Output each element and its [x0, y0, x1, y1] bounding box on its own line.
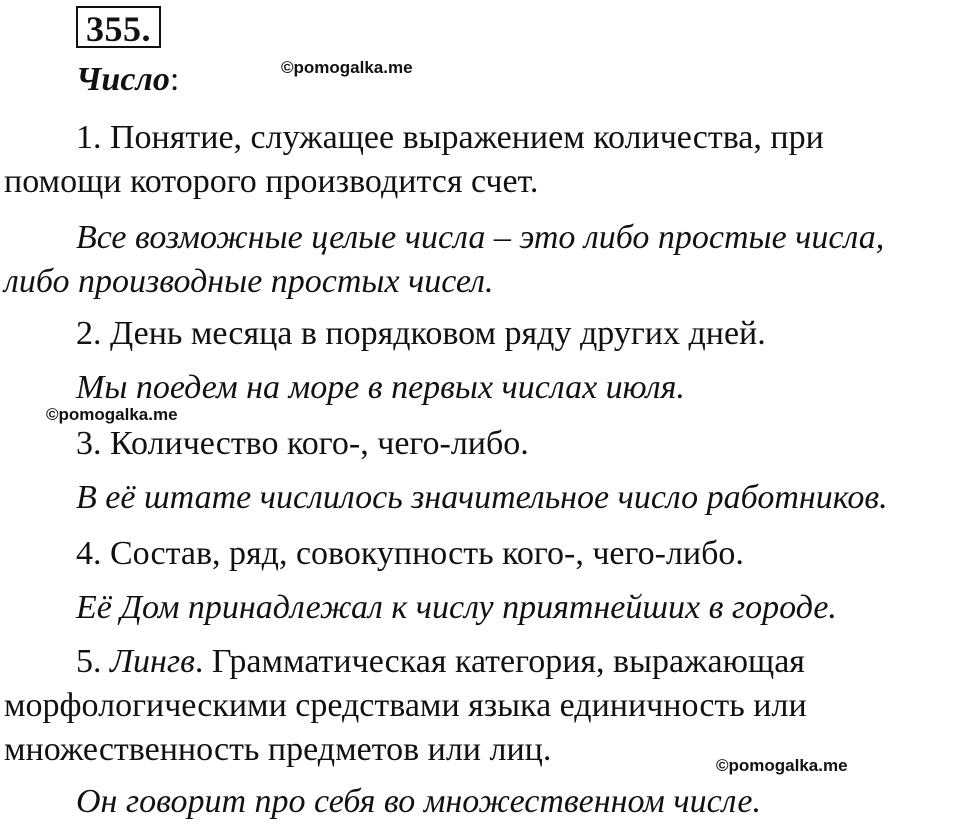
example-line: Её Дом принадлежал к числу приятнейших в городе.: [76, 589, 837, 626]
definition-line: 2. День месяца в порядковом ряду других дней.: [76, 315, 766, 352]
definition-3: [0, 422, 960, 466]
definition-line: [0, 640, 960, 684]
example-line: Все возможные целые числа – это либо простые числа,: [76, 219, 885, 256]
definition-line: помощи которого производится счет.: [4, 163, 539, 200]
example-5: [0, 780, 960, 824]
example-line: В её штате числилось значительное число работников.: [76, 479, 888, 516]
exercise-number: 355.: [76, 6, 161, 48]
watermark: ©pomogalka.me: [46, 405, 178, 424]
heading-word: Число: [76, 61, 170, 98]
example-3: [0, 476, 960, 520]
definition-4: [0, 532, 960, 576]
example-line: Он говорит про себя во множественном числе.: [76, 783, 761, 820]
heading-colon: :: [169, 61, 180, 98]
definition-2: [0, 312, 960, 356]
definition-line: 3. Количество кого-, чего-либо.: [76, 425, 529, 462]
definition-line: множественность предметов или лиц.: [4, 731, 552, 768]
domain-label: Лингв: [110, 643, 195, 680]
definition-text: . Грамматическая категория, выражающая: [194, 643, 805, 680]
definition-1: [0, 116, 960, 204]
heading: [76, 58, 179, 102]
definition-5: [0, 640, 960, 772]
example-2: [0, 366, 960, 410]
example-line: Мы поедем на море в первых числах июля.: [76, 369, 685, 406]
example-4: [0, 586, 960, 630]
watermark: ©pomogalka.me: [281, 58, 413, 77]
example-line: либо производные простых чисел.: [4, 263, 494, 300]
definition-number: 5.: [76, 643, 102, 680]
definition-line: 1. Понятие, служащее выражением количества, при: [76, 119, 824, 156]
watermark: ©pomogalka.me: [716, 756, 848, 775]
definition-line: морфологическими средствами языка единичность или: [4, 687, 807, 724]
definition-line: 4. Состав, ряд, совокупность кого-, чего-либо.: [76, 535, 744, 572]
example-1: [0, 216, 960, 304]
